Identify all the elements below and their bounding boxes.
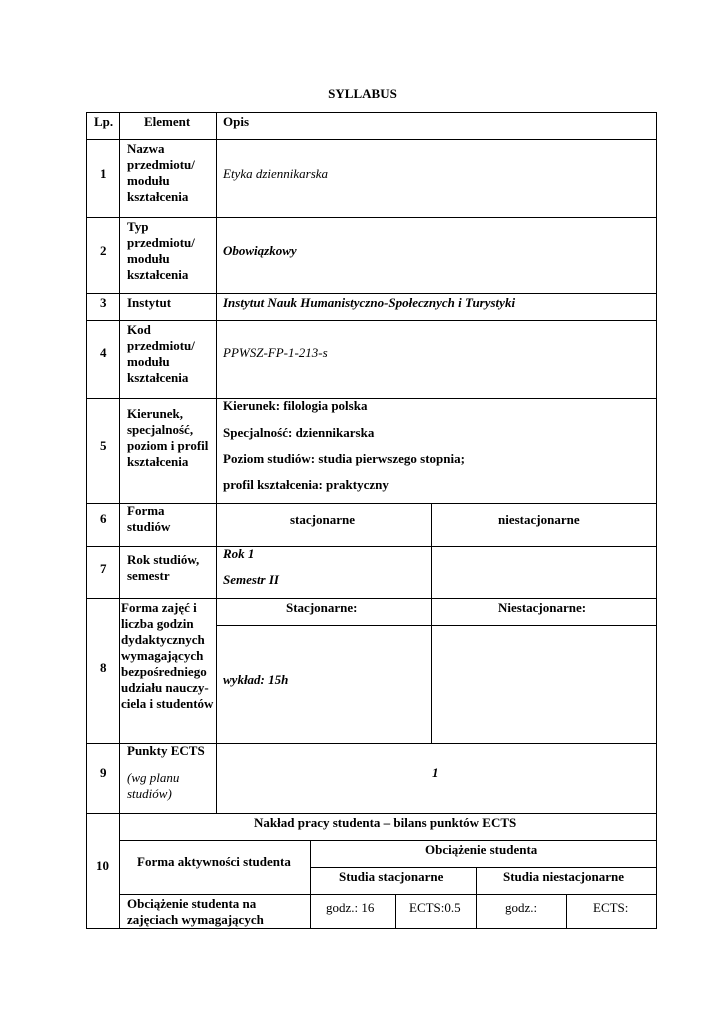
ects-value: 1 [432, 765, 439, 780]
course-name-value: Etyka dziennikarska [223, 166, 329, 181]
part-time-year-cell [431, 546, 657, 599]
header-element: Element [144, 114, 191, 129]
row-element-label: Forma zajęć i liczba godzin dydaktycznych wymagających bezpośredniego udziału nauczy-ciela i studentów [121, 600, 214, 711]
institute-value: Instytut Nauk Humanistyczno-Społecznych i Turystyki [223, 295, 516, 310]
row-element-label: Instytut [127, 295, 172, 310]
part-time-label: niestacjonarne [498, 512, 580, 527]
part-time-hours-header: Niestacjonarne: [498, 600, 587, 615]
part-time-studies-header: Studia niestacjonarne [503, 869, 624, 884]
full-time-hours-value: godz.: 16 [326, 900, 375, 915]
hours-part-time-column [431, 598, 657, 744]
row-number: 5 [100, 438, 107, 453]
activity-form-header: Forma aktywności studenta [137, 854, 291, 869]
semester-value: Semestr II [223, 572, 279, 587]
row-number: 4 [100, 345, 107, 360]
row-element-label: Typ przedmiotu/ modułu kształcenia [127, 219, 195, 282]
study-level: Poziom studiów: studia pierwszego stopnia; [223, 451, 465, 466]
lecture-hours-value: wykład: 15h [223, 672, 289, 687]
row-number: 3 [100, 295, 107, 310]
row-element-label: Forma studiów [127, 503, 171, 534]
course-type-value: Obowiązkowy [223, 243, 297, 258]
part-time-ects-value: ECTS: [593, 900, 629, 915]
header-lp: Lp. [94, 114, 114, 129]
row-number: 1 [100, 166, 107, 181]
full-time-label: stacjonarne [290, 512, 355, 527]
row-number: 8 [100, 660, 107, 675]
year-value: Rok 1 [223, 546, 255, 561]
row-number: 10 [96, 858, 109, 873]
study-profile: profil kształcenia: praktyczny [223, 477, 389, 492]
load-header: Obciążenie studenta [425, 842, 538, 857]
row-element-label: Punkty ECTS [127, 743, 205, 758]
row-element-label: Rok studiów, semestr [127, 552, 200, 583]
row-element-label: Kod przedmiotu/ modułu kształcenia [127, 322, 195, 385]
row-number: 9 [100, 765, 107, 780]
row-element-label: Kierunek, specjalność, poziom i profil kształcenia [127, 406, 209, 469]
course-code-value: PPWSZ-FP-1-213-s [223, 345, 328, 360]
row-number: 6 [100, 511, 107, 526]
row-element-label: Nazwa przedmiotu/ modułu kształcenia [127, 141, 195, 204]
ects-note: (wg planu studiów) [127, 770, 180, 801]
full-time-ects-value: ECTS:0.5 [409, 900, 461, 915]
row-number: 7 [100, 561, 107, 576]
field-of-study: Kierunek: filologia polska [223, 398, 368, 413]
full-time-studies-header: Studia stacjonarne [339, 869, 444, 884]
activity-label: Obciążenie studenta na zajęciach wymagających [127, 896, 264, 927]
specialization: Specjalność: dziennikarska [223, 425, 375, 440]
row-number: 2 [100, 243, 107, 258]
part-time-hours-value: godz.: [505, 900, 538, 915]
document-title: SYLLABUS [328, 86, 397, 101]
header-opis: Opis [223, 114, 250, 129]
full-time-hours-header: Stacjonarne: [286, 600, 358, 615]
workload-title: Nakład pracy studenta – bilans punktów ECTS [254, 815, 517, 830]
